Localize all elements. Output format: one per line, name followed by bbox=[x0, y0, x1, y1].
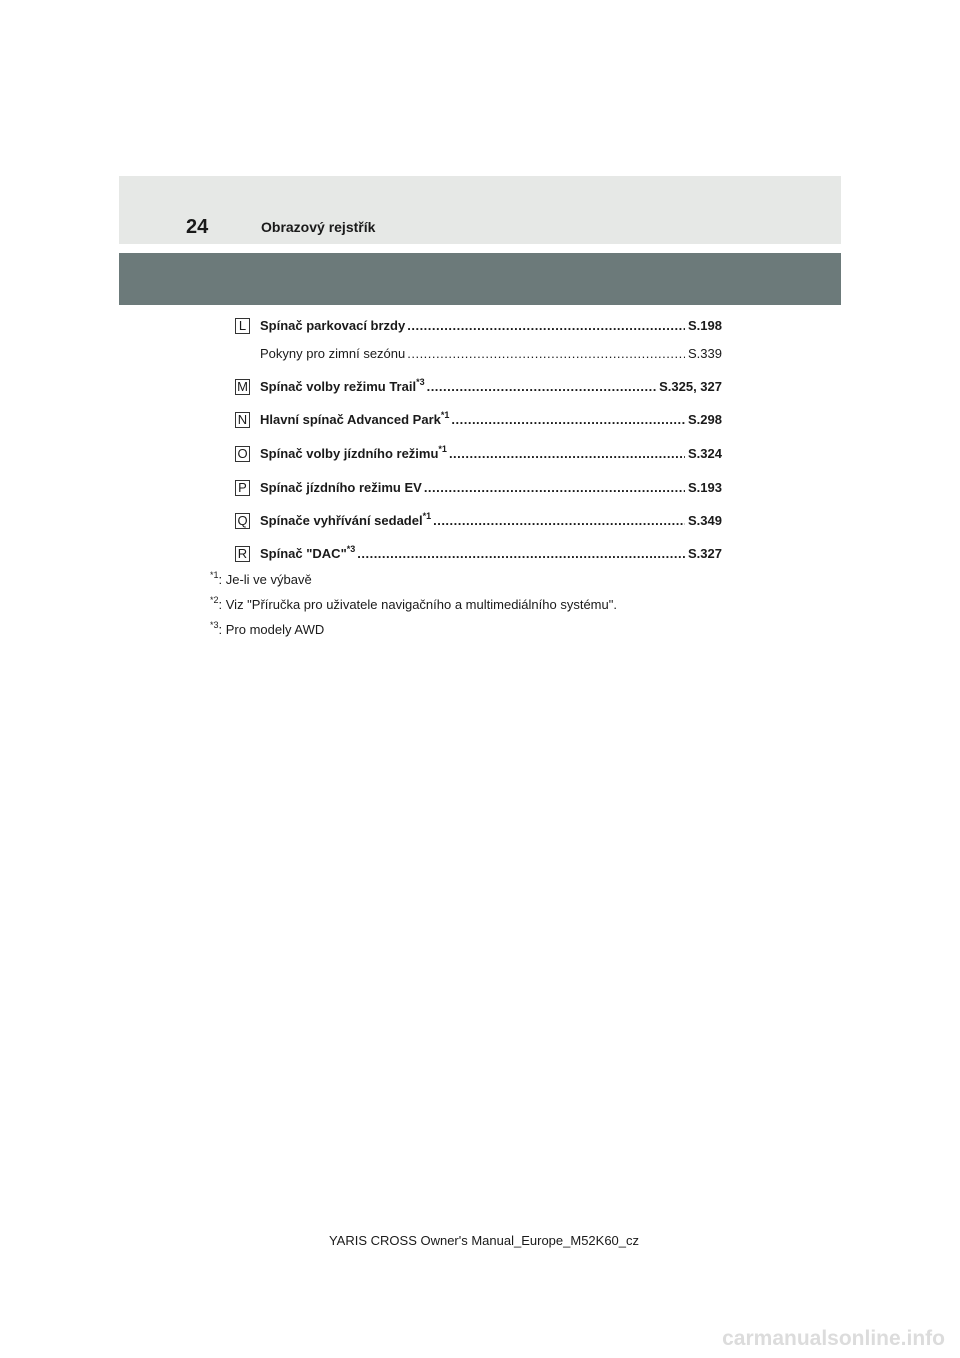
index-entry-n[interactable] bbox=[235, 409, 722, 432]
entry-label: Spínač parkovací brzdy bbox=[260, 318, 406, 333]
entry-label: Hlavní spínač Advanced Park$^{*1}$ bbox=[260, 409, 450, 427]
entry-line bbox=[260, 444, 722, 464]
entry-label: Spínač volby režimu Trail$^{*3}$ bbox=[260, 376, 425, 394]
entry-line bbox=[260, 478, 722, 498]
entry-leader-dots bbox=[427, 377, 657, 397]
entry-letter-box: N bbox=[235, 412, 250, 428]
index-entry-sub[interactable] bbox=[235, 346, 722, 366]
entry-line bbox=[260, 511, 722, 531]
header-band bbox=[119, 253, 841, 305]
entry-page-ref[interactable]: S.324 bbox=[688, 446, 722, 461]
entry-letter-box: L bbox=[235, 318, 250, 334]
entry-line bbox=[260, 544, 722, 564]
entry-letter-box: M bbox=[235, 379, 250, 395]
entry-page-ref[interactable]: S.327 bbox=[688, 546, 722, 561]
page-number: 24 bbox=[186, 216, 209, 238]
entry-page-ref[interactable]: S.349 bbox=[688, 513, 722, 528]
index-entry-m[interactable] bbox=[235, 376, 722, 399]
entry-leader-dots bbox=[433, 511, 685, 531]
index-entry-l[interactable] bbox=[235, 318, 722, 338]
entry-page-ref[interactable]: S.325, 327 bbox=[659, 379, 722, 394]
entry-line bbox=[260, 316, 722, 336]
footnote-3: $^{*3}$: Pro modely AWD bbox=[210, 619, 325, 637]
entry-letter-box: O bbox=[235, 446, 250, 462]
entry-letter-box: Q bbox=[235, 513, 250, 529]
entry-leader-dots bbox=[451, 410, 685, 430]
entry-letter-box: R bbox=[235, 546, 250, 562]
entry-line bbox=[260, 377, 722, 397]
index-entry-r[interactable] bbox=[235, 543, 722, 566]
entry-page-ref[interactable]: S.198 bbox=[688, 318, 722, 333]
entry-leader-dots bbox=[407, 316, 685, 336]
header-bar bbox=[119, 176, 841, 244]
watermark: carmanualsonline.info bbox=[722, 1327, 945, 1350]
section-title: Obrazový rejstřík bbox=[261, 219, 376, 235]
entry-label: Pokyny pro zimní sezónu bbox=[260, 346, 406, 361]
entry-label: Spínače vyhřívání sedadel$^{*1}$ bbox=[260, 510, 432, 528]
entry-label: Spínač volby jízdního režimu$^{*1}$ bbox=[260, 443, 447, 461]
index-entry-p[interactable] bbox=[235, 480, 722, 500]
entry-line bbox=[260, 344, 722, 364]
entry-leader-dots bbox=[449, 444, 685, 464]
footnote-1: $^{*1}$: Je-li ve výbavě bbox=[210, 569, 312, 587]
entry-leader-dots bbox=[424, 478, 685, 498]
entry-label: Spínač jízdního režimu EV bbox=[260, 480, 422, 495]
entry-page-ref[interactable]: S.339 bbox=[688, 346, 722, 361]
index-entry-o[interactable] bbox=[235, 443, 722, 466]
entry-label: Spínač "DAC"$^{*3}$ bbox=[260, 543, 356, 561]
footnote-2: $^{*2}$: Viz "Příručka pro uživatele navigačního a multimediálního systému". bbox=[210, 594, 617, 612]
index-entry-q[interactable] bbox=[235, 510, 722, 533]
document-footer: YARIS CROSS Owner's Manual_Europe_M52K60_cz bbox=[328, 1233, 640, 1248]
entry-letter-box: P bbox=[235, 480, 250, 496]
entry-line bbox=[260, 410, 722, 430]
entry-page-ref[interactable]: S.298 bbox=[688, 412, 722, 427]
entry-leader-dots bbox=[407, 344, 685, 364]
entry-page-ref[interactable]: S.193 bbox=[688, 480, 722, 495]
entry-leader-dots bbox=[357, 544, 685, 564]
